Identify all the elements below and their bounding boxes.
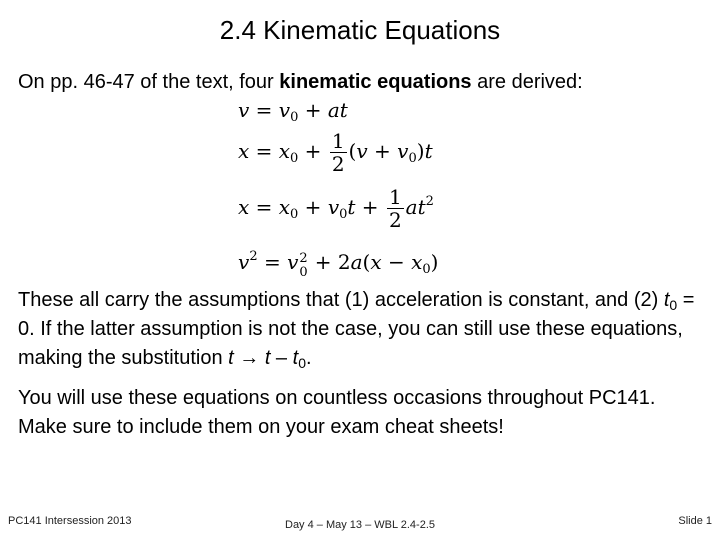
assumptions-paragraph (18, 286, 708, 373)
equation-2: $x = x_0$ + $\frac{1}{2}$ $(v + v_0)t$ (238, 129, 433, 176)
sub-expr-t2: t (264, 347, 271, 369)
slide-title: 2.4 Kinematic Equations (219, 15, 501, 45)
intro-text (18, 68, 708, 97)
equation-1: $v = v_0$ + at (238, 98, 348, 125)
body1-end: . (305, 347, 312, 369)
footer-slide-number: Slide 1 (678, 515, 712, 527)
sub-expr-0: 0 (298, 355, 306, 371)
equation-3: $x = x_0 + v_0t$ + $\frac{1}{2}$ $at^2$ (238, 185, 434, 232)
body1-t: t (663, 289, 670, 311)
sub-expr-t3: t (292, 347, 299, 369)
footer-course: PC141 Intersession 2013 (8, 515, 132, 527)
equation-4: $v^2 = v$ 2 0 + $2a(x - x_0)$ (238, 249, 439, 280)
intro-before: On pp. 46-47 of the text, four (18, 71, 280, 93)
minus: – (270, 347, 293, 369)
footer-date: Day 4 – May 13 – WBL 2.4-2.5 (285, 519, 435, 531)
body1-text-b: = 0. If the latter assumption is not the case, you can still use these equations, making the substitution (18, 289, 695, 369)
intro-after: are derived: (471, 71, 583, 93)
sub-expr-t1: t (228, 347, 234, 369)
fraction-half: $\frac{1}{2}$ (388, 185, 402, 232)
usage-paragraph: You will use these equations on countless occasions throughout PC141. Make sure to include them on your exam cheat sheets! (18, 387, 656, 438)
intro-bold: kinematic equations (279, 71, 472, 93)
arrow: → (233, 347, 265, 369)
fraction-half: $\frac{1}{2}$ (331, 129, 345, 176)
body1-text-a: These all carry the assumptions that (1) acceleration is constant, and (2) (18, 289, 664, 311)
body1-sub: 0 (669, 297, 678, 313)
